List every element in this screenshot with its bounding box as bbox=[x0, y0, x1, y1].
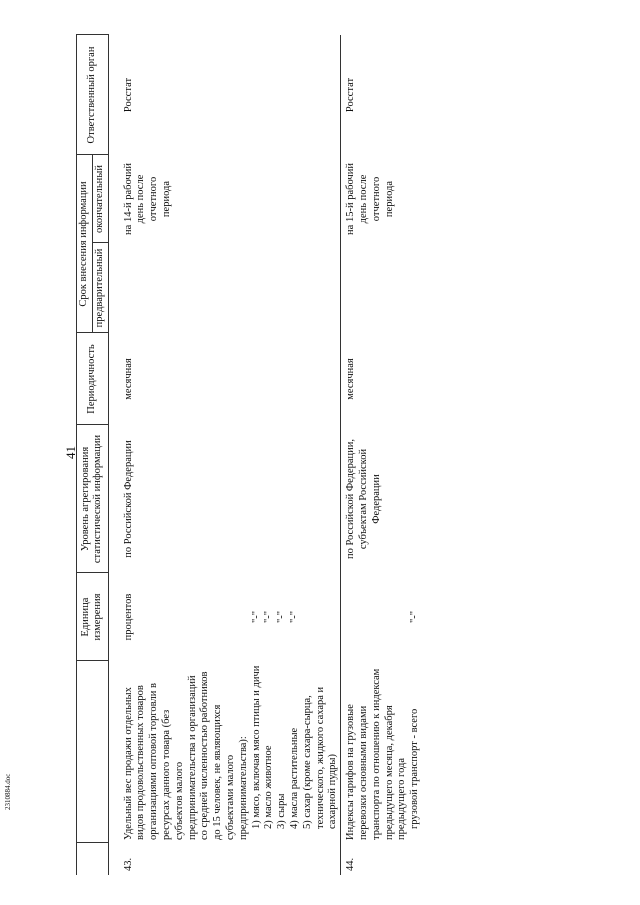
unit-cell bbox=[341, 573, 409, 661]
header-num bbox=[77, 843, 109, 875]
header-level: Уровень агрегирования статистической информации bbox=[77, 425, 109, 573]
final-cell: на 15-й рабочий день после отчетного периода bbox=[341, 155, 409, 243]
table-row bbox=[108, 35, 250, 875]
subitem-name: 4) масла растительные bbox=[288, 727, 300, 829]
document-code: 2310884.doc bbox=[4, 773, 12, 810]
table-row bbox=[302, 35, 341, 875]
header-final: окончательный bbox=[92, 155, 108, 243]
subitem-unit: "-" bbox=[263, 610, 275, 624]
level-cell: по Российской Федерации bbox=[122, 440, 134, 558]
subitem-name: 1) мясо, включая мясо птицы и дичи bbox=[250, 665, 262, 829]
subitem-name: 3) сыры bbox=[276, 793, 288, 829]
subitem-unit: "-" bbox=[250, 610, 262, 624]
table-row bbox=[276, 35, 289, 875]
table-row bbox=[341, 35, 409, 875]
header-prelim: предварительный bbox=[92, 243, 108, 333]
prelim-cell bbox=[108, 243, 250, 333]
subitem-name: 2) масло животное bbox=[263, 745, 275, 829]
header-periodicity: Периодичность bbox=[77, 333, 109, 425]
table-row bbox=[409, 35, 422, 875]
responsible-cell: Росстат bbox=[122, 77, 134, 113]
periodicity-cell: месячная bbox=[122, 358, 134, 400]
header-responsible: Ответственный орган bbox=[77, 35, 109, 155]
subitem-unit: "-" bbox=[409, 610, 421, 624]
level-cell: по Российской Федерации, субъектам Российской Федерации bbox=[341, 425, 409, 573]
table-row bbox=[263, 35, 276, 875]
prelim-cell bbox=[341, 243, 409, 333]
statistics-table bbox=[76, 35, 422, 876]
subitem-name: грузовой транспорт - всего bbox=[409, 708, 421, 829]
indicator-name: Индексы тарифов на грузовые перевозки основными видами транспорта по отношению к индексам предыдущего месяца, декабря предыдущего года bbox=[341, 661, 409, 843]
unit-cell: процентов bbox=[122, 593, 134, 641]
subitem-name: 5) сахар (кроме сахара-сырца, технического, жидкого сахара и сахарной пудры) bbox=[301, 686, 339, 829]
header-unit: Единица измерения bbox=[77, 573, 109, 661]
page-number: 41 bbox=[63, 446, 78, 459]
periodicity-cell: месячная bbox=[341, 333, 409, 425]
row-number: 44. bbox=[341, 843, 409, 875]
table-header bbox=[77, 35, 109, 875]
header-name bbox=[77, 661, 109, 843]
row-number: 43. bbox=[122, 857, 134, 871]
table-row bbox=[251, 35, 264, 875]
table-row bbox=[289, 35, 302, 875]
subitem-unit bbox=[302, 573, 341, 661]
header-deadline: Срок внесения информации bbox=[77, 155, 93, 333]
indicator-name: Удельный вес продажи отдельных видов продовольственных товаров организациями оптовой торговли в ресурсах данного товара (без субъектов малого предпринимательства и организаций со средней численностью работников до 15 человек, не являющихся субъектами малого предпринимательства): bbox=[122, 671, 249, 840]
responsible-cell: Росстат bbox=[341, 35, 409, 155]
subitem-unit: "-" bbox=[276, 610, 288, 624]
final-cell: на 14-й рабочий день после отчетного периода bbox=[122, 163, 172, 235]
subitem-unit: "-" bbox=[288, 610, 300, 624]
